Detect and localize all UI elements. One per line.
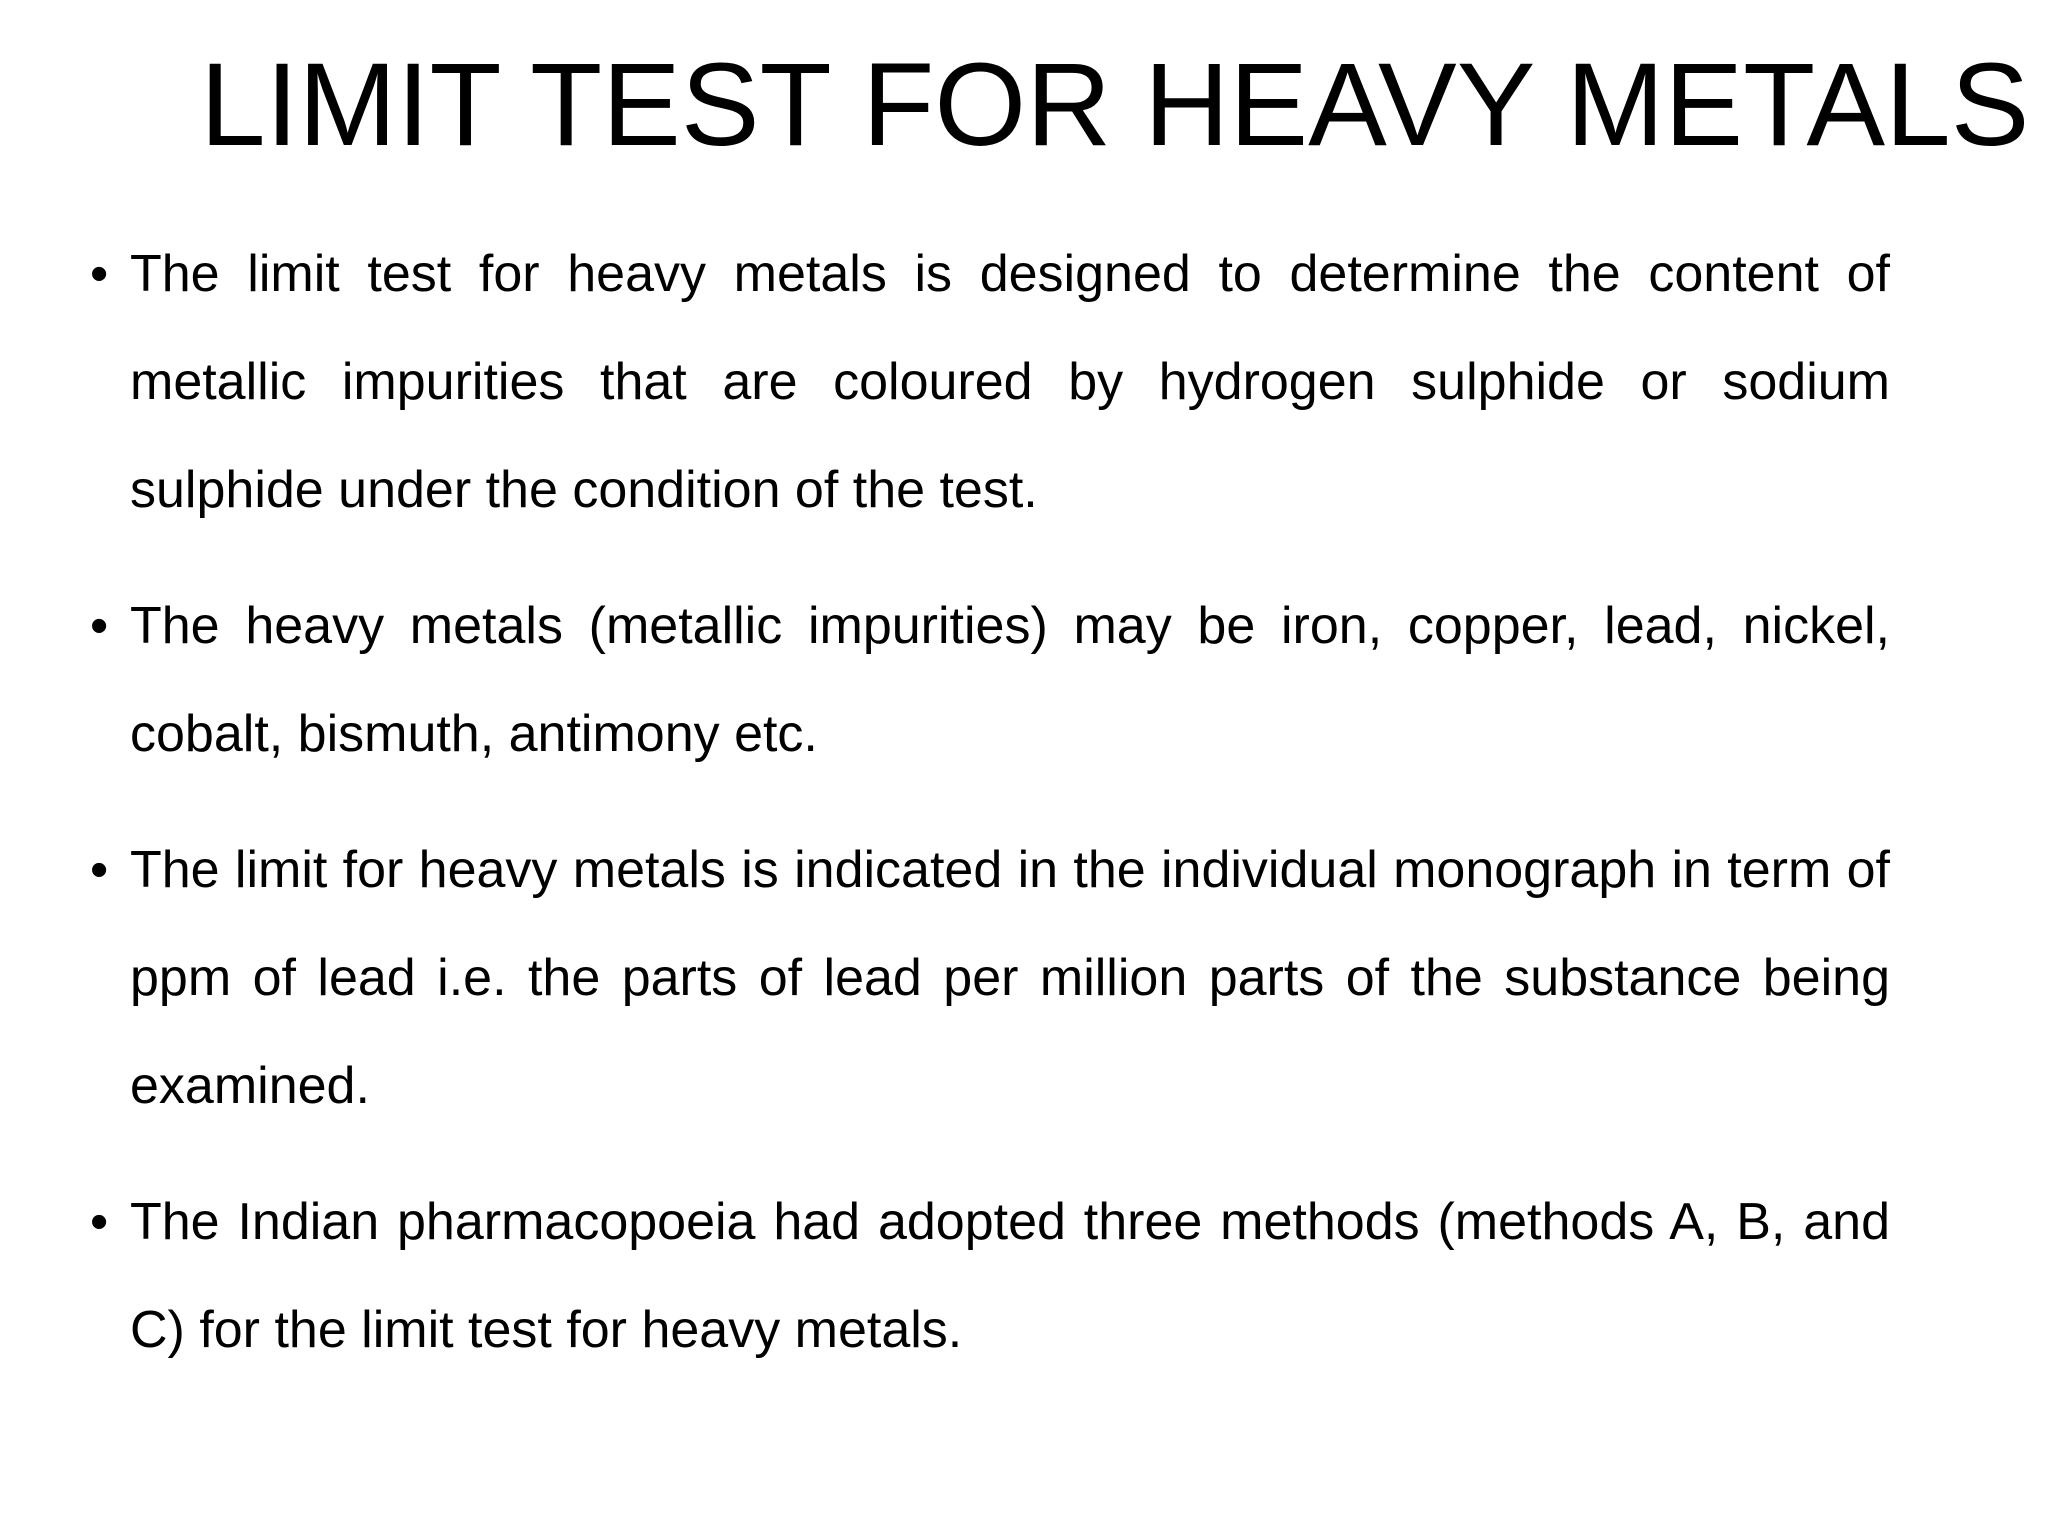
bullet-item	[90, 1168, 1890, 1384]
bullet-dot-icon: •	[90, 1193, 109, 1251]
slide-title: LIMIT TEST FOR HEAVY METALS	[200, 39, 2030, 171]
bullet-text: The limit for heavy metals is indicated in the individual monograph in term of ppm of lead i.e. the parts of lead per million parts of the substance being examined.	[130, 841, 1890, 1115]
slide-content	[90, 220, 1890, 1412]
bullet-item	[90, 220, 1890, 544]
bullet-text: The Indian pharmacopoeia had adopted three methods (methods A, B, and C) for the limit test for heavy metals.	[130, 1193, 1890, 1359]
bullet-text: The heavy metals (metallic impurities) may be iron, copper, lead, nickel, cobalt, bismuth, antimony etc.	[130, 597, 1890, 763]
bullet-item	[90, 572, 1890, 788]
bullet-dot-icon: •	[90, 841, 109, 899]
bullet-item	[90, 816, 1890, 1140]
bullet-dot-icon: •	[90, 597, 109, 655]
bullet-dot-icon: •	[90, 245, 109, 303]
bullet-text: The limit test for heavy metals is designed to determine the content of metallic impurities that are coloured by hydrogen sulphide or sodium sulphide under the condition of the test.	[130, 245, 1890, 519]
bullet-list	[90, 220, 1890, 1384]
